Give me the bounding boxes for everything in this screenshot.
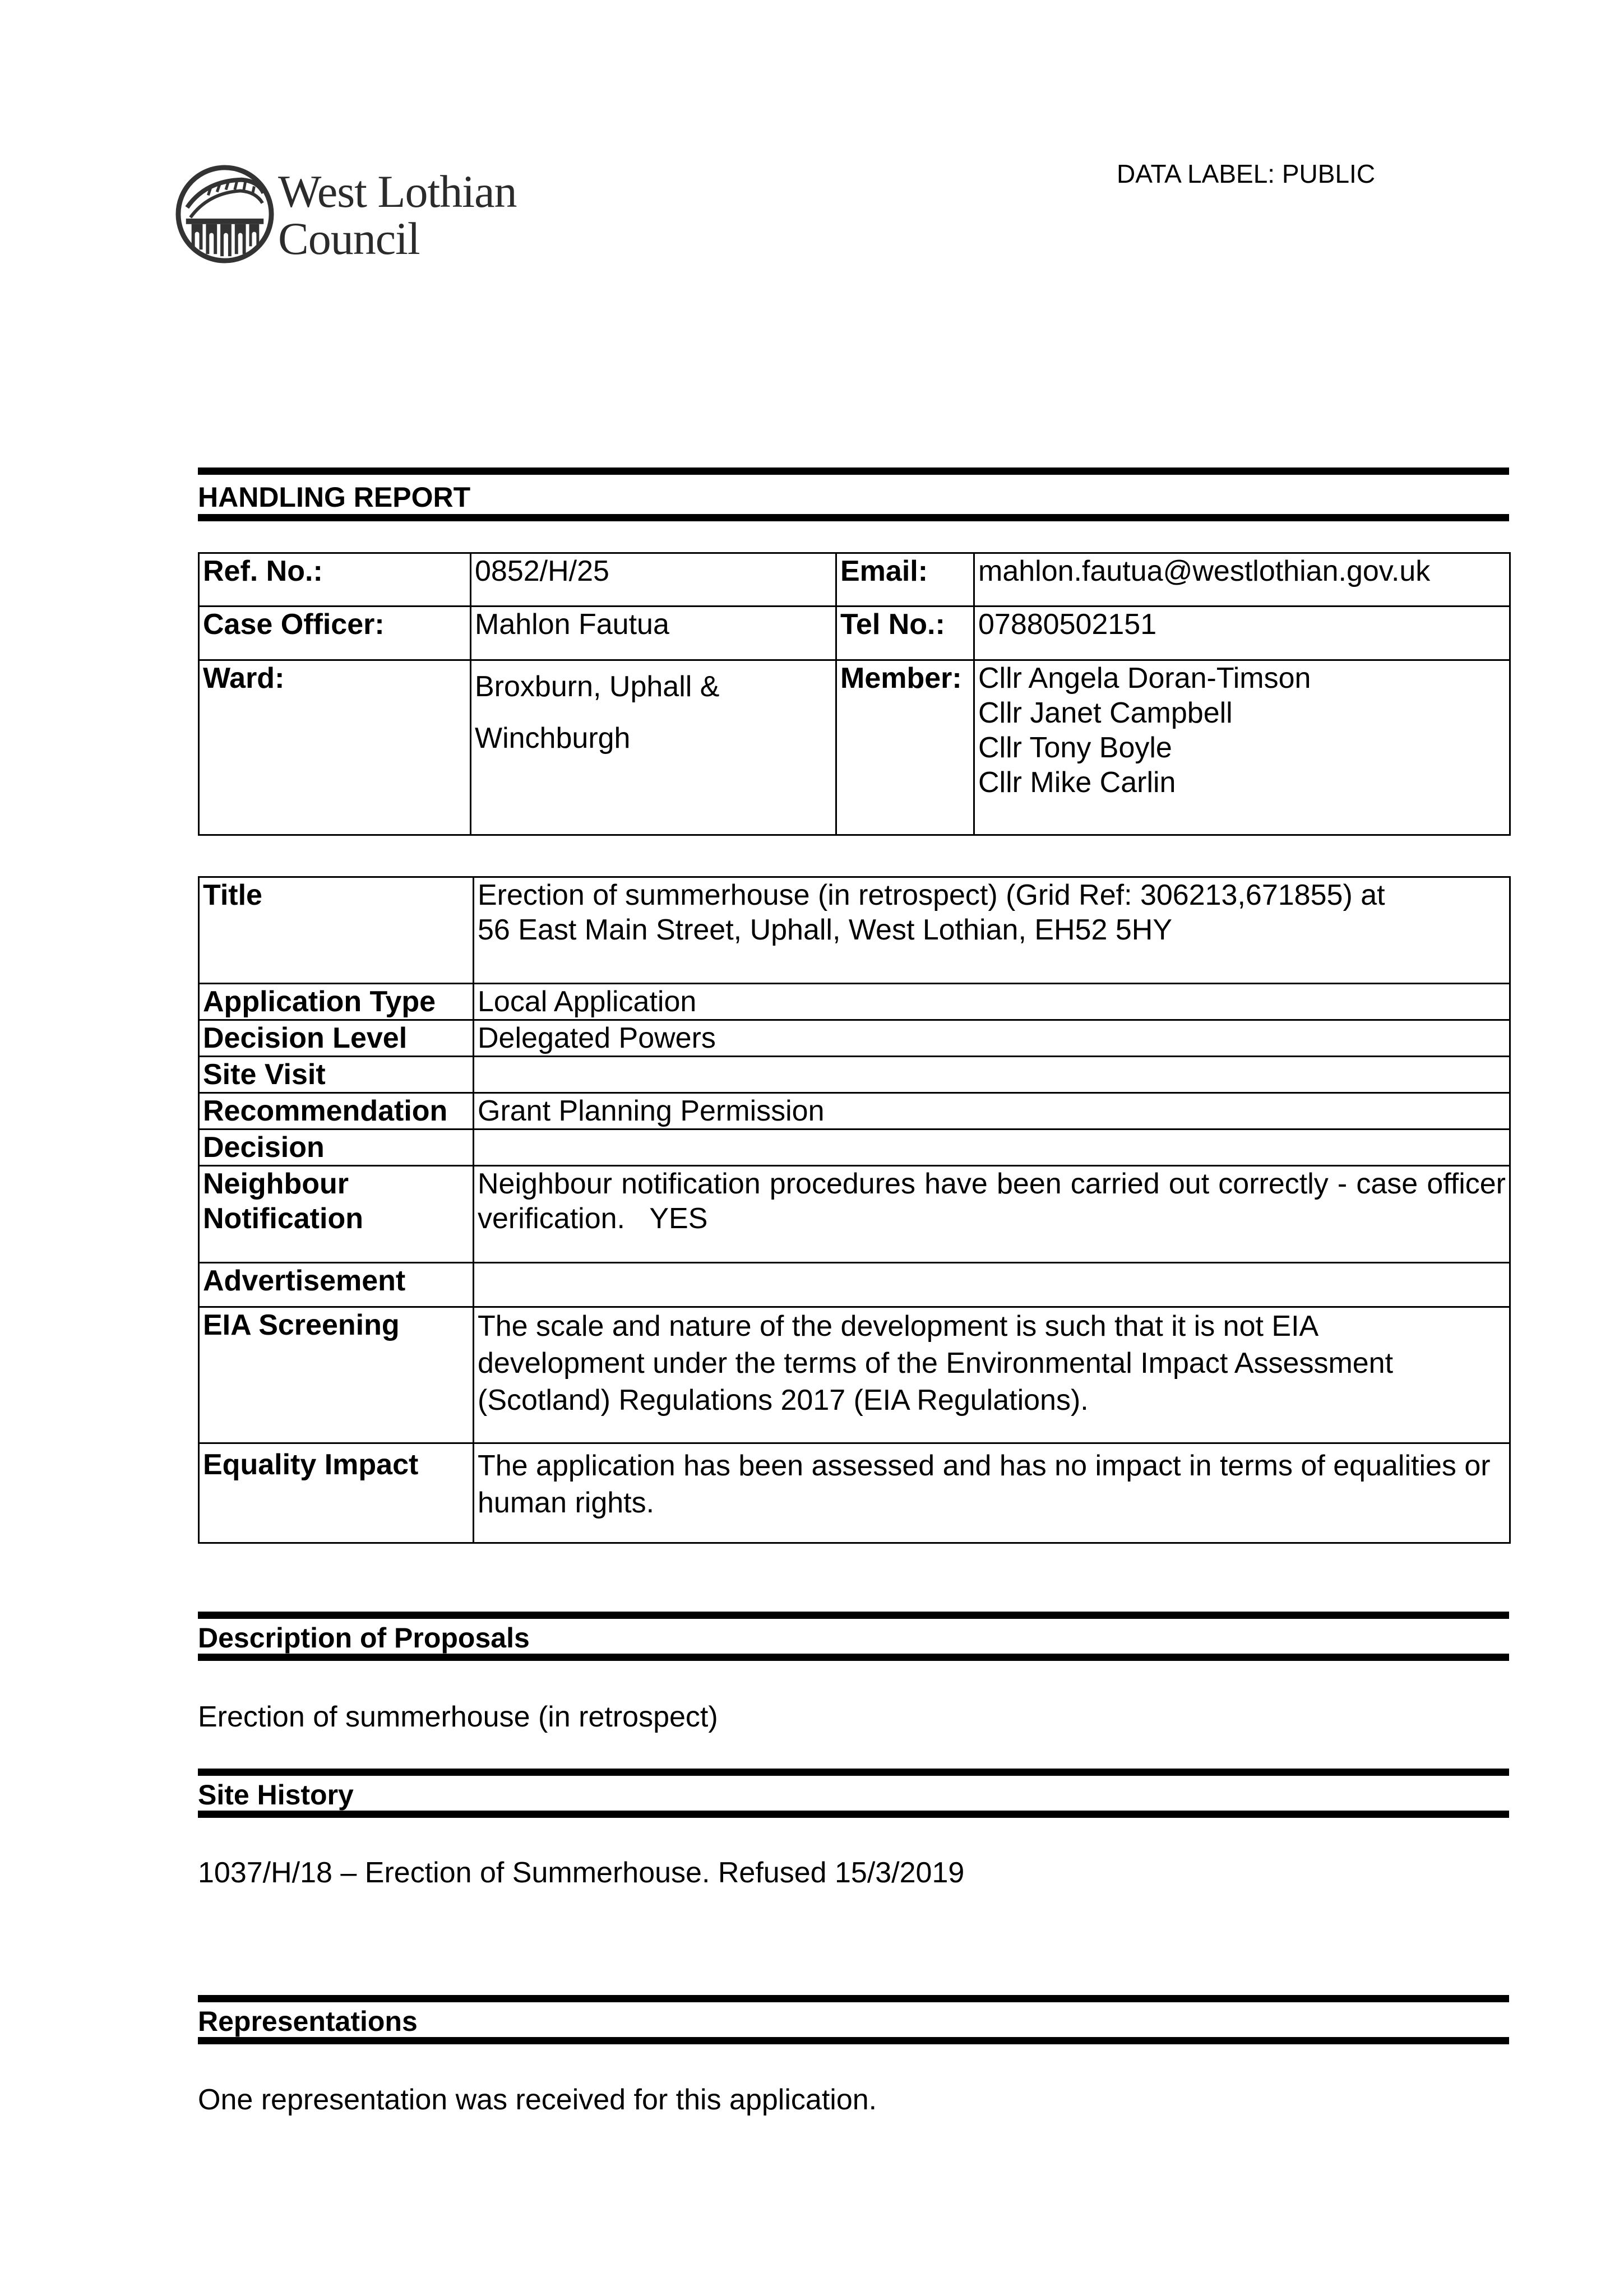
advertisement-label: Advertisement: [199, 1263, 474, 1307]
ref-label: Ref. No.:: [199, 553, 471, 607]
description-section-header: [198, 1612, 1509, 1661]
title-label: Title: [199, 877, 474, 984]
neighbour-notification-label: [199, 1166, 474, 1263]
contact-table: [198, 552, 1511, 836]
representations-heading: Representations: [198, 2006, 418, 2037]
decision-level-value: Delegated Powers: [474, 1020, 1510, 1057]
representations-header: [198, 1995, 1509, 2044]
application-table: [198, 876, 1511, 1544]
tel-label: Tel No.:: [836, 607, 974, 660]
handling-report-header: [198, 467, 1509, 521]
ward-value-line1: Broxburn, Uphall &: [475, 670, 720, 703]
advertisement-value: [474, 1263, 1510, 1307]
representations-text: One representation was received for this application.: [198, 2084, 877, 2116]
bottom-rule: [198, 514, 1509, 521]
top-rule: [198, 467, 1509, 475]
neighbour-notification-text: Neighbour notification procedures have been carried out correctly - case officer verification.: [478, 1168, 1506, 1235]
site-visit-label: Site Visit: [199, 1057, 474, 1093]
eia-screening-label: EIA Screening: [199, 1307, 474, 1443]
site-history-heading: Site History: [198, 1779, 354, 1811]
equality-impact-text: The application has been assessed and has no impact in terms of equalities or human rights.: [478, 1450, 1491, 1519]
neighbour-notification-value: [474, 1166, 1510, 1263]
member-list: [974, 660, 1510, 835]
eia-screening-text: The scale and nature of the development is such that it is not EIA development under the terms of the Environmental Impact Assessment (Scotland) Regulations 2017 (EIA Regulations).: [478, 1310, 1394, 1417]
equality-impact-label: Equality Impact: [199, 1443, 474, 1543]
eia-screening-value: [474, 1307, 1510, 1443]
report-title: HANDLING REPORT: [198, 482, 471, 513]
tel-value: 07880502151: [974, 607, 1510, 660]
decision-label: Decision: [199, 1130, 474, 1166]
member-item: Cllr Mike Carlin: [978, 766, 1176, 799]
application-type-label: Application Type: [199, 984, 474, 1020]
email-label: Email:: [836, 553, 974, 607]
decision-level-label: Decision Level: [199, 1020, 474, 1057]
neighbour-label-line1: Neighbour: [203, 1168, 349, 1200]
bottom-rule: [198, 1654, 1509, 1661]
site-history-text: 1037/H/18 – Erection of Summerhouse. Refused 15/3/2019: [198, 1857, 965, 1889]
top-rule: [198, 1995, 1509, 2002]
decision-value: [474, 1130, 1510, 1166]
council-name-line2: Council: [278, 213, 420, 264]
member-label: Member:: [836, 660, 974, 835]
council-seal-icon: [175, 164, 275, 265]
email-value: mahlon.fautua@westlothian.gov.uk: [974, 553, 1510, 607]
site-visit-value: [474, 1057, 1510, 1093]
title-value-line2: 56 East Main Street, Uphall, West Lothian, EH52 5HY: [478, 914, 1173, 946]
bottom-rule: [198, 1811, 1509, 1818]
site-history-header: [198, 1769, 1509, 1818]
member-item: Cllr Angela Doran-Timson: [978, 662, 1311, 695]
ward-label: Ward:: [199, 660, 471, 835]
case-officer-value: Mahlon Fautua: [471, 607, 836, 660]
neighbour-label-line2: Notification: [203, 1202, 363, 1235]
member-item: Cllr Janet Campbell: [978, 697, 1233, 729]
ward-value: [471, 660, 836, 835]
ref-value: 0852/H/25: [471, 553, 836, 607]
description-text: Erection of summerhouse (in retrospect): [198, 1701, 718, 1733]
recommendation-value: Grant Planning Permission: [474, 1093, 1510, 1130]
description-heading: Description of Proposals: [198, 1622, 530, 1654]
neighbour-notification-flag: YES: [649, 1202, 708, 1235]
top-rule: [198, 1612, 1509, 1619]
ward-value-line2: Winchburgh: [475, 722, 631, 754]
title-value-line1: Erection of summerhouse (in retrospect) (Grid Ref: 306213,671855) at: [478, 879, 1385, 911]
application-type-value: Local Application: [474, 984, 1510, 1020]
council-name-line1: West Lothian: [278, 166, 517, 217]
equality-impact-value: [474, 1443, 1510, 1543]
data-label: DATA LABEL: PUBLIC: [1117, 159, 1376, 188]
top-rule: [198, 1769, 1509, 1776]
case-officer-label: Case Officer:: [199, 607, 471, 660]
bottom-rule: [198, 2037, 1509, 2044]
title-value: [474, 877, 1510, 984]
member-item: Cllr Tony Boyle: [978, 732, 1172, 764]
recommendation-label: Recommendation: [199, 1093, 474, 1130]
council-logo: [175, 164, 567, 270]
council-name: [278, 168, 516, 262]
